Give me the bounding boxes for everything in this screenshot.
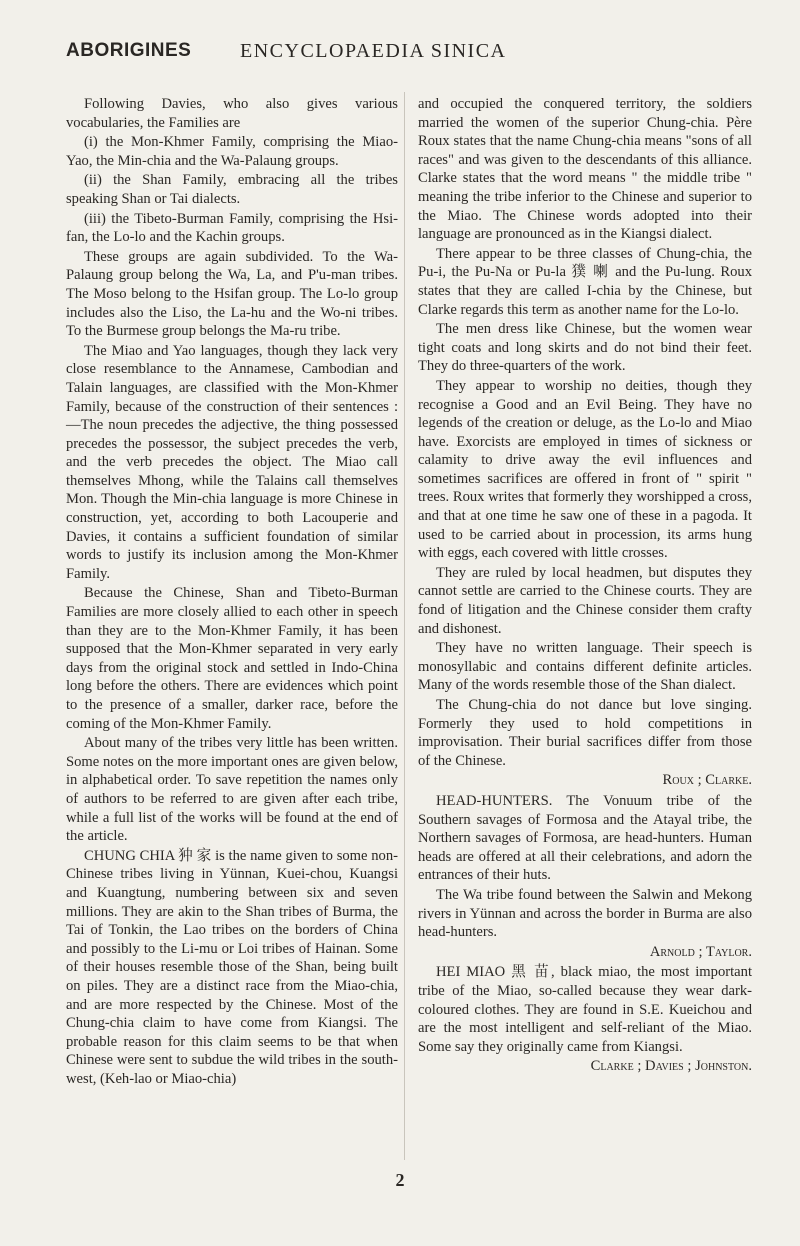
author-reference: Arnold ; Taylor. (649, 943, 752, 960)
list-item: (iii) the Tibeto-Burman Family, comprising the Hsi-fan, the Lo-lo and the Kachin groups. (66, 210, 398, 246)
paragraph: and occupied the conquered territory, the soldiers married the women of the superior Chung-chia. Père Roux states that the name Chung-chia means "sons of all races" and was given to the descendants of this alliance. Clarke states that the word means " the middle tribe " meaning the tribe inferior to the Chinese and superior to the Miao. The Chinese words adopted into their language are pronounced as in the Kiangsi dialect. (418, 96, 752, 243)
paragraph: Because the Chinese, Shan and Tibeto-Burman Families are more closely allied to each other in speech than they are to the Mon-Khmer Family, it has been supposed that the Mon-Khmer separated in very early days from the original stock and settled in Indo-China long before the others. There are evidences which point to the presence of a smaller, darker race, before the coming of the Mon-Khmer Family. (66, 585, 398, 732)
paragraph: The Chung-chia do not dance but love singing. Formerly they used to hold competitions in improvisation. Their burial sacrifices differ from those of the Chinese. (418, 697, 752, 769)
entry-chung-chia: CHUNG CHIA 狆 家 is the name given to some non-Chinese tribes living in Yünnan, Kuei-chou, Kuangsi and Kuangtung, numbering between six and seven millions. They are akin to the Shan tribes of Burma, the Tai of Tonkin, the Lao tribes on the borders of China and possibly to the Li-mu or Loi tribes of Hainan. Some of their houses resemble those of the Shan, being built on piles. They are a distinct race from the Miao-chia, and are more respected by the Chinese. Most of the Chung-chia claim to have come from Kiangsi. The probable reason for this claim seems to be that when Chinese were sent to subdue the wild tribes in the south-west, (Keh-lao or Miao-chia) (66, 847, 398, 1087)
entry-hei-miao: HEI MIAO 黑 苗, black miao, the most important tribe of the Miao, so-called because they wear dark-coloured clothes. They are found in S.E. Kueichou and are the most intelligent and self-reliant of the Miao. Some say they originally came from Kiangsi. (418, 964, 752, 1055)
section-heading: ABORIGINES (66, 40, 192, 61)
running-header (66, 40, 736, 70)
paragraph: They appear to worship no deities, though they recognise a Good and an Evil Being. They have no legends of the creation or deluge, as the Lo-lo and Miao have. Exorcists are employed in times of sickness or calamity to drive away the evil influences and sometimes sacrifices are offered in front of " spirit " trees. Roux writes that formerly they worshipped a cross, and that at one time he saw one of these in a pagoda. It used to be carried about in procession, its arms hung with eggs, each covered with little crosses. (418, 377, 752, 562)
author-reference: Roux ; Clarke. (662, 772, 752, 789)
page-number: 2 (395, 1170, 405, 1190)
paragraph: They have no written language. Their speech is monosyllabic and contains different definite articles. Many of the words resemble those of the Shan dialect. (418, 640, 752, 694)
column-divider (404, 92, 405, 1160)
right-column (418, 95, 752, 1078)
left-column (66, 95, 398, 1089)
paragraph: About many of the tribes very little has been written. Some notes on the more important ones are given below, in alphabetical order. To save repetition the names only of authors to be referred to are given after each tribe, while a full list of the works will be found at the end of the article. (66, 735, 398, 845)
book-title: ENCYCLOPAEDIA SINICA (240, 40, 507, 62)
entry-head-hunters: HEAD-HUNTERS. The Vonuum tribe of the Southern savages of Formosa and the Atayal tribe, the Northern savages of Formosa, are head-hunters. Human heads are offered at all their celebrations, and adorn the entrances of their huts. (418, 792, 752, 884)
paragraph: The men dress like Chinese, but the women wear tight coats and long skirts and do not bind their feet. They do three-quarters of the work. (418, 321, 752, 375)
paragraph: They are ruled by local headmen, but disputes they cannot settle are carried to the Chinese courts. They are fond of litigation and the Chinese consider them crafty and dishonest. (418, 564, 752, 637)
paragraph: The Miao and Yao languages, though they lack very close resemblance to the Annamese, Cambodian and Talain languages, are classified with the Mon-Khmer Family, because of the construction of their sentences :—The noun precedes the adjective, the thing possessed precedes the possessor, the subject precedes the verb, and the verb precedes the object. The Miao call themselves Mhong, while the Talains call themselves Mon. Though the Min-chia language is more Chinese in construction, yet, according to both Lacouperie and Davies, it contains a sufficient foundation of similar words to justify its inclusion among the Mon-Khmer Family. (66, 342, 398, 582)
paragraph: There appear to be three classes of Chung-chia, the Pu-i, the Pu-Na or Pu-la 獛 喇 and the Pu-lung. Roux states that they are called I-chia by the Chinese, but Clarke regards this term as another name for the Lo-lo. (418, 245, 752, 318)
paragraph: Following Davies, who also gives various vocabularies, the Families are (66, 96, 398, 131)
paragraph: The Wa tribe found between the Salwin and Mekong rivers in Yünnan and across the border in Burma are also head-hunters. (418, 886, 752, 941)
author-reference: Clarke ; Davies ; Johnston. (590, 1058, 752, 1075)
paragraph: These groups are again subdivided. To the Wa-Palaung group belong the Wa, La, and P'u-man tribes. The Moso belong to the Hsifan group. The Lo-lo group includes also the Liso, the La-hu and the Wo-ni tribes. To the Burmese group belongs the Ma-ru tribe. (66, 248, 398, 340)
list-item: (ii) the Shan Family, embracing all the tribes speaking Shan or Tai dialects. (66, 172, 398, 207)
list-item: (i) the Mon-Khmer Family, comprising the Miao-Yao, the Min-chia and the Wa-Palaung groups. (66, 134, 398, 169)
